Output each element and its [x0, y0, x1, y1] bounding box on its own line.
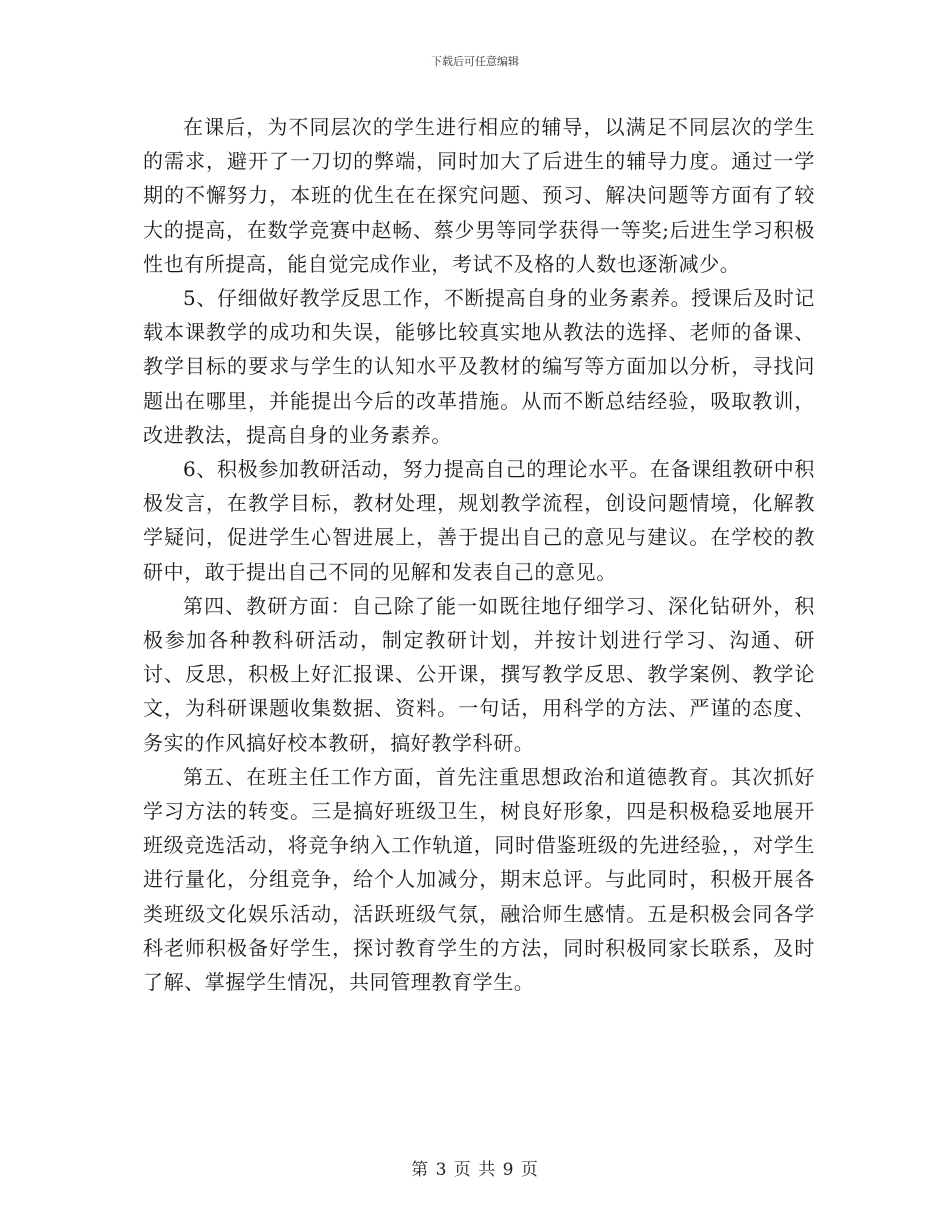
paragraph-tutoring: 在课后，为不同层次的学生进行相应的辅导，以满足不同层次的学生的需求，避开了一刀切的弊端，同时加大了后进生的辅导力度。通过一学期的不懈努力，本班的优生在在探究问题、预习、解决问题等方面有了较大的提高，在数学竞赛中赵畅、蔡少男等同学获得一等奖;后进生学习积极性也有所提高，能自觉完成作业，考试不及格的人数也逐渐减少。 — [143, 115, 815, 276]
paragraph-class-teacher-section: 第五、在班主任工作方面，首先注重思想政治和道德教育。其次抓好学习方法的转变。三是搞好班级卫生，树良好形象，四是积极稳妥地展开班级竞选活动，将竞争纳入工作轨道，同时借鉴班级的先进经验，，对学生进行量化，分组竞争，给个人加减分，期末总评。与此同时，积极开展各类班级文化娱乐活动，活跃班级气氛，融洽师生感情。五是积极会同各学科老师积极备好学生，探讨教育学生的方法，同时积极同家长联系，及时了解、掌握学生情况，共同管理教育学生。 — [143, 764, 815, 995]
paragraph-teaching-research-activities: 6、积极参加教研活动，努力提高自己的理论水平。在备课组教研中积极发言，在教学目标，教材处理，规划教学流程，创设问题情境，化解教学疑问，促进学生心智进展上，善于提出自己的意见与建议。在学校的教研中，敢于提出自己不同的见解和发表自己的意见。 — [143, 457, 815, 584]
document-body — [143, 110, 815, 999]
paragraph-research-section: 第四、教研方面：自己除了能一如既往地仔细学习、深化钻研外，积极参加各种教科研活动，制定教研计划，并按计划进行学习、沟通、研讨、反思，积极上好汇报课、公开课，撰写教学反思、教学案例、教学论文，为科研课题收集数据、资料。一句话，用科学的方法、严谨的态度、务实的作风搞好校本教研，搞好教学科研。 — [143, 593, 815, 755]
paragraph-reflection: 5、仔细做好教学反思工作，不断提高自身的业务素养。授课后及时记载本课教学的成功和失误，能够比较真实地从教法的选择、老师的备课、教学目标的要求与学生的认知水平及教材的编写等方面加以分析，寻找问题出在哪里，并能提出今后的改革措施。从而不断总结经验，吸取教训，改进教法，提高自身的业务素养。 — [143, 286, 815, 447]
page-number: 第 3 页 共 9 页 — [411, 1160, 539, 1180]
page-header: 下载后可任意编辑 — [431, 55, 519, 68]
